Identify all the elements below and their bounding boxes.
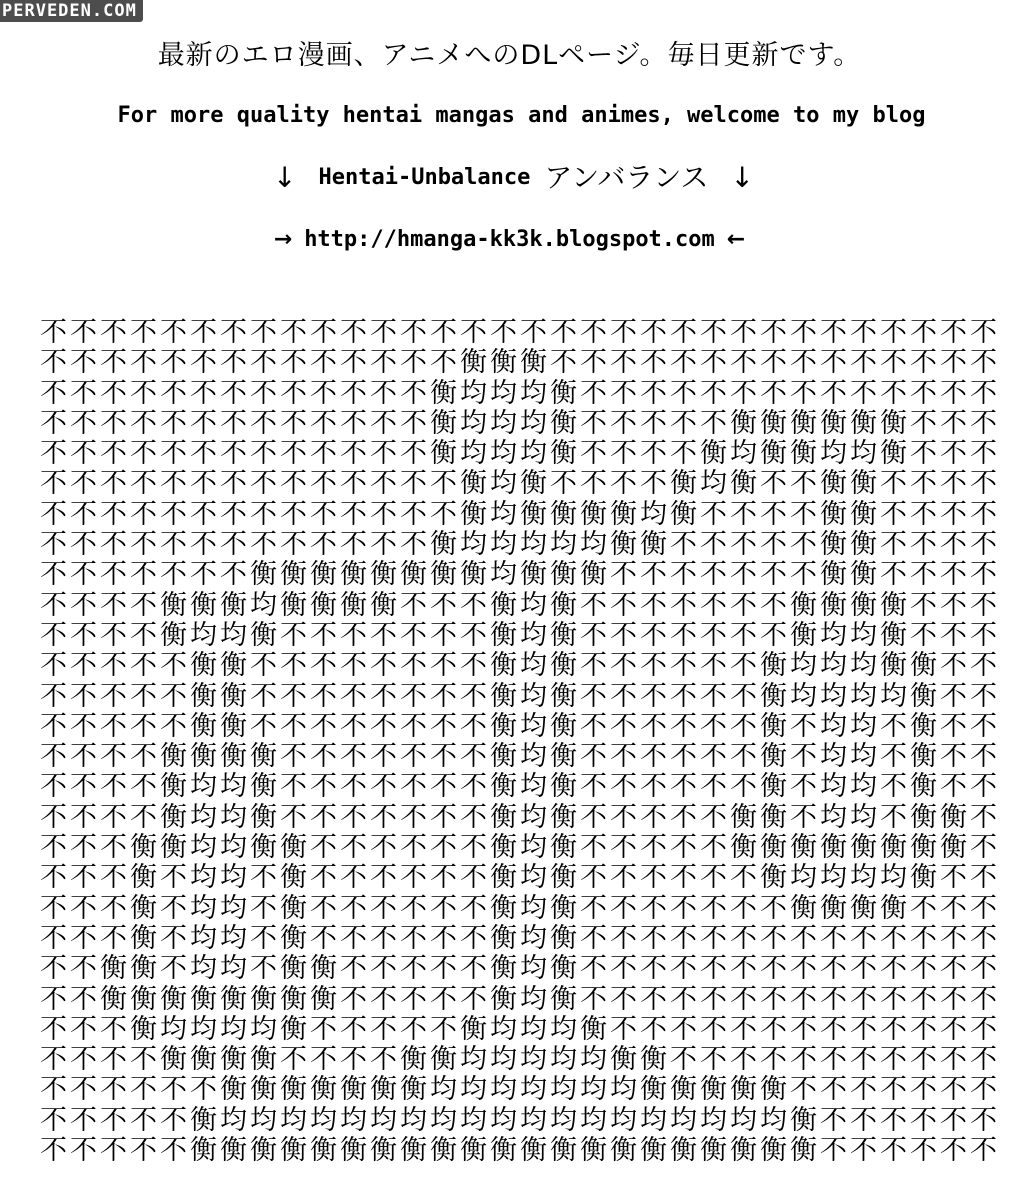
ascii-art-row: 不不不不不衡衡不不不不不不不不衡均衡不不不不不不衡不均均不衡不不 [40, 710, 1000, 742]
ascii-art-row: 不不不衡均均均均衡不不不不不衡均均均衡不不不不不不不不不不不不不 [40, 1013, 1000, 1045]
brand-line [0, 160, 1019, 196]
ascii-art-row: 不不不不衡衡衡衡不不不不衡衡均均均均均衡衡不不不不不不不不不不不 [40, 1044, 1000, 1076]
ascii-art-row: 不不不不不不不不不不不不不不衡均衡不不不不衡均衡不不衡衡不不不不 [40, 468, 1000, 500]
ascii-art-row: 不不衡衡不均均不衡衡不不不不不衡均衡不不不不不不不不不不不不不不 [40, 953, 1000, 985]
ascii-art-row: 不不不不不不衡衡衡衡衡衡衡均均均均均均均衡衡衡衡衡不不不不不不不 [40, 1074, 1000, 1106]
down-arrow-right-icon: ↓ [730, 161, 754, 194]
brand-name-japanese: アンバランス [544, 161, 709, 194]
ascii-art-row: 不不不不不不不衡衡衡衡衡衡衡衡均衡衡衡不不不不不不不衡衡不不不不 [40, 559, 1000, 591]
left-arrow-icon: ← [726, 227, 746, 252]
ascii-art-row: 不不不不不不不不不不不不不衡均均均衡不不不不衡均衡衡均均衡不不不 [40, 438, 1000, 470]
watermark-logo: PERVEDEN.COM [0, 0, 143, 22]
ascii-art-row: 不不不不不衡均均均均均均均均均均均均均均均均均均均衡不不不不不不 [40, 1104, 1000, 1136]
ascii-art-row: 不不不不不不不不不不不不不不衡均衡衡衡衡均衡不不不不衡衡不不不不 [40, 498, 1000, 530]
ascii-art-row: 不不不不衡均均衡不不不不不不不衡均衡不不不不不不衡不均均不衡不不 [40, 771, 1000, 803]
ascii-art-row: 不不不不不不不不不不不不不衡均均均衡不不不不不不不不不不不不不不 [40, 377, 1000, 409]
down-arrow-left-icon: ↓ [273, 161, 297, 194]
ascii-art-row: 不不不衡不均均不衡不不不不不不衡均衡不不不不不不不不不不不不不不 [40, 922, 1000, 954]
ascii-art-row: 不不不不不不不不不不不不不衡均均均衡不不不不不衡衡衡衡衡衡不不不 [40, 407, 1000, 439]
ascii-art-block [40, 317, 1000, 1167]
ascii-art-row: 不不不不不衡衡不不不不不不不不衡均衡不不不不不不衡均均均均衡不不 [40, 680, 1000, 712]
english-tagline: For more quality hentai mangas and animes, welcome to my blog [117, 103, 926, 128]
ascii-art-row: 不不衡衡衡衡衡衡衡衡不不不不不衡均衡不不不不不不不不不不不不不不 [40, 983, 1000, 1015]
brand-name-english: Hentai-Unbalance [318, 165, 531, 190]
ascii-art-row: 不不不衡不均均不衡不不不不不不衡均衡不不不不不不不衡衡衡衡不不不 [40, 892, 1000, 924]
ascii-art-row: 不不不衡衡均均衡衡不不不不不不衡均衡不不不不不衡衡衡衡衡衡衡衡不 [40, 832, 1000, 864]
ascii-art-row: 不不不不不衡衡不不不不不不不不衡均衡不不不不不不衡均均均衡衡不不 [40, 650, 1000, 682]
ascii-art-row: 不不不不衡均均衡不不不不不不不衡均衡不不不不不不不衡均均衡不不不 [40, 619, 1000, 651]
ascii-art-row: 不不不不不不不不不不不不不衡均均均均均衡衡不不不不不衡衡不不不不 [40, 529, 1000, 561]
url-line [0, 224, 1019, 256]
ascii-art-row: 不不不不不不不不不不不不不不不不不不不不不不不不不不不不不不不不 [40, 317, 1000, 348]
japanese-title: 最新のエロ漫画、アニメへのDLページ。毎日更新です。 [157, 40, 862, 71]
blog-url-text: http://hmanga-kk3k.blogspot.com [304, 227, 715, 252]
ascii-art-row: 不不不不衡均均衡不不不不不不不衡均衡不不不不不衡衡不均均不衡衡不 [40, 801, 1000, 833]
ascii-art-row: 不不不不衡衡衡均衡衡衡衡不不不衡均衡不不不不不不不衡衡衡衡不不不 [40, 589, 1000, 621]
ascii-art-row: 不不不不不不不不不不不不不不衡衡衡不不不不不不不不不不不不不不不 [40, 347, 1000, 379]
ascii-art-row: 不不不不不衡衡衡衡衡衡衡衡衡衡衡衡衡衡衡衡衡衡衡衡衡不不不不不不 [40, 1135, 1000, 1167]
right-arrow-icon: → [273, 227, 293, 252]
ascii-art-row: 不不不不衡衡衡衡不不不不不不不衡均衡不不不不不不衡不均均不衡不不 [40, 741, 1000, 773]
ascii-art-row: 不不不衡不均均不衡不不不不不不衡均衡不不不不不不衡均均均均衡不不 [40, 862, 1000, 894]
